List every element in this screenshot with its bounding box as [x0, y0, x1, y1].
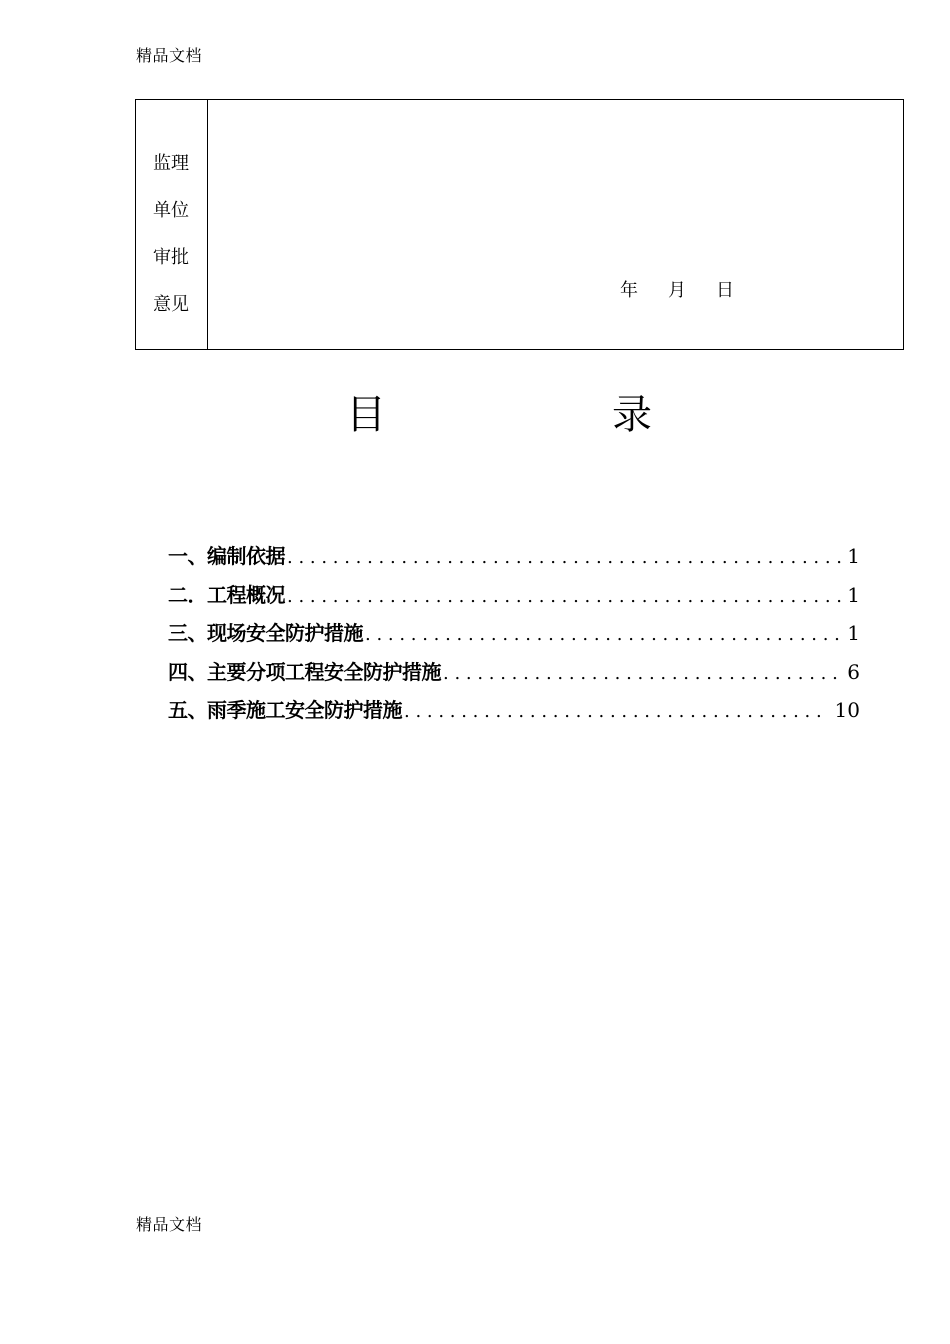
approval-label-line: 意见: [153, 294, 189, 315]
table-of-contents: [168, 540, 860, 733]
toc-leader-dots: [443, 663, 841, 684]
toc-entry[interactable]: [168, 540, 860, 579]
toc-leader-dots: [287, 586, 841, 607]
header-watermark: 精品文档: [136, 46, 203, 65]
approval-label-line: 单位: [153, 200, 189, 221]
approval-label: [153, 140, 193, 328]
toc-leader-dots: [404, 701, 829, 722]
toc-entry-page: 10: [834, 698, 860, 722]
approval-label-line: 监理: [153, 153, 189, 174]
toc-leader-dots: [365, 624, 841, 645]
toc-title-char-1: 目: [346, 392, 386, 438]
toc-entry[interactable]: [168, 617, 860, 656]
toc-entry-page: 6: [847, 659, 860, 684]
toc-title-char-2: 录: [612, 392, 652, 438]
supervisor-approval-table: [135, 99, 904, 350]
toc-entry[interactable]: [168, 656, 860, 695]
toc-entry-page: 1: [847, 582, 860, 607]
toc-entry-label[interactable]: 二．工程概况: [168, 582, 285, 607]
toc-entry-label[interactable]: 四、主要分项工程安全防护措施: [168, 659, 441, 684]
toc-entry[interactable]: [168, 579, 860, 618]
toc-entry[interactable]: [168, 694, 860, 733]
date-year: 年: [620, 280, 638, 301]
toc-entry-label[interactable]: 三、现场安全防护措施: [168, 621, 363, 645]
approval-label-cell: [136, 100, 208, 349]
approval-date: [620, 276, 734, 302]
date-day: 日: [716, 280, 734, 301]
toc-leader-dots: [287, 547, 841, 568]
footer-watermark: 精品文档: [136, 1215, 203, 1234]
toc-entry-page: 1: [847, 621, 860, 645]
toc-entry-page: 1: [847, 544, 860, 568]
date-month: 月: [668, 280, 686, 301]
toc-entry-label[interactable]: 五、雨季施工安全防护措施: [168, 698, 402, 722]
toc-entry-label[interactable]: 一、编制依据: [168, 544, 285, 568]
approval-label-line: 审批: [153, 247, 189, 268]
